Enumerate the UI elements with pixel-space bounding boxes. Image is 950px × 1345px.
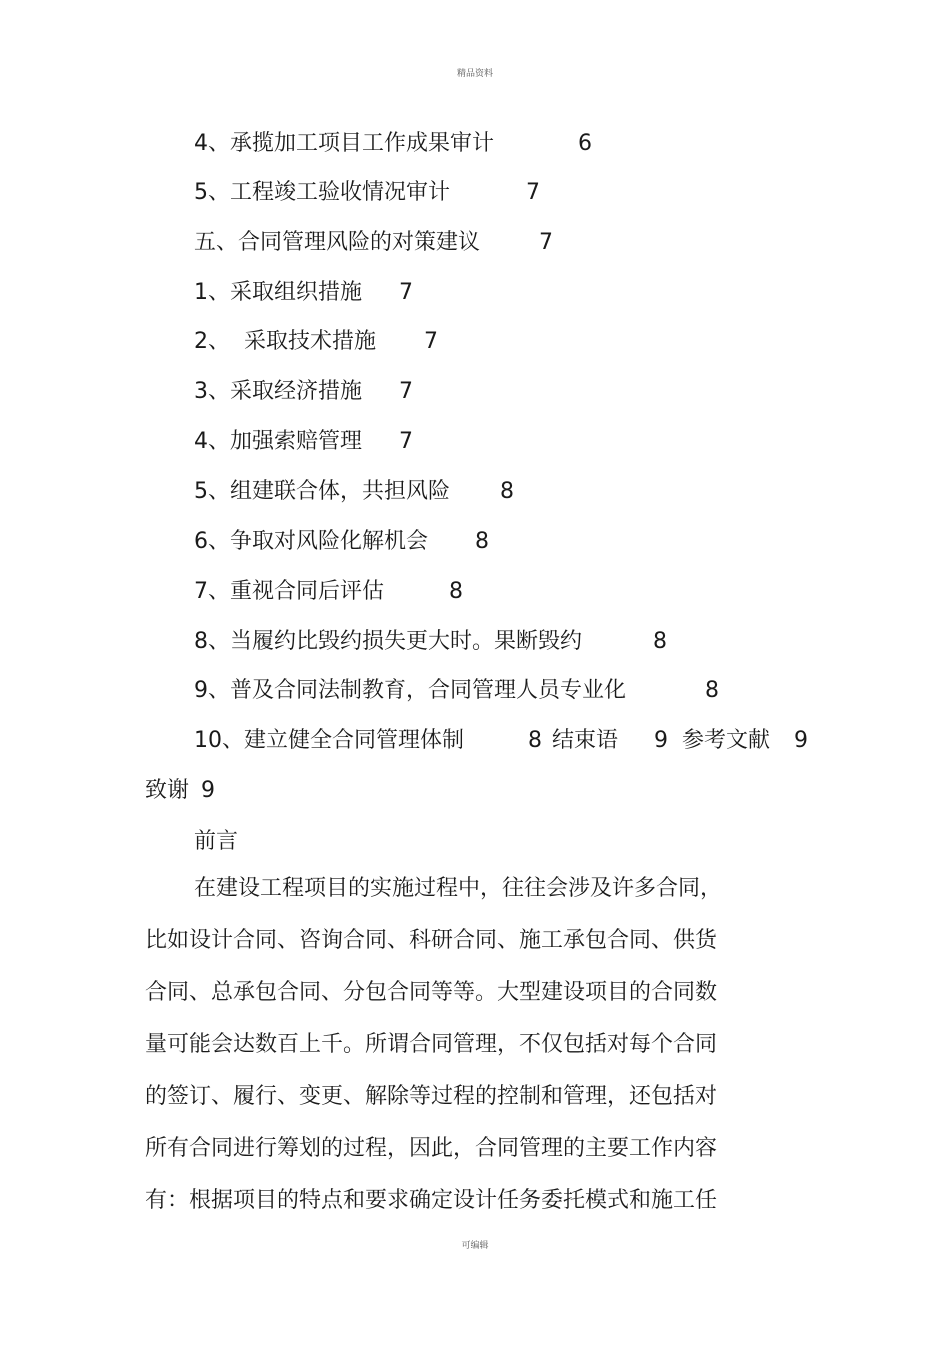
toc-entry-label[interactable]: 参考文献 (682, 728, 771, 753)
paragraph-line: 比如设计合同、咨询合同、科研合同、施工承包合同、供货 (145, 928, 718, 953)
toc-entry-page: 6 (578, 131, 592, 156)
toc-entry-label: 6、争取对风险化解机会 (194, 529, 428, 554)
toc-entry-page: 8 (449, 579, 463, 604)
toc-entry-page: 9 (201, 778, 215, 803)
toc-entry[interactable] (194, 427, 413, 457)
preface-heading: 前言 (194, 829, 239, 854)
toc-entry-label[interactable]: 10、建立健全合同管理体制 (194, 728, 464, 753)
toc-entry-page: 7 (399, 379, 413, 404)
toc-entry-page: 8 (475, 529, 489, 554)
toc-entry-page: 7 (399, 280, 413, 305)
toc-entry[interactable] (194, 228, 553, 258)
toc-entry-page: 9 (794, 728, 808, 753)
toc-entry-label: 9、普及合同法制教育，合同管理人员专业化 (194, 678, 626, 703)
toc-entry[interactable] (145, 776, 215, 806)
toc-entry-label: 4、承揽加工项目工作成果审计 (194, 131, 494, 156)
toc-entry[interactable] (194, 278, 413, 308)
toc-entry[interactable] (194, 327, 438, 357)
toc-entry-label: 2、 采取技术措施 (194, 329, 376, 354)
toc-entry-label: 3、采取经济措施 (194, 379, 362, 404)
toc-entry-label: 4、加强索赔管理 (194, 429, 362, 454)
toc-entry-page: 7 (399, 429, 413, 454)
toc-entry-page: 8 (528, 728, 542, 753)
toc-entry-label: 五、合同管理风险的对策建议 (194, 230, 481, 255)
toc-entry-page: 7 (539, 230, 553, 255)
paragraph-line: 合同、总承包合同、分包合同等等。大型建设项目的合同数 (145, 980, 718, 1005)
toc-entry-page: 8 (653, 629, 667, 654)
toc-entry-label: 7、重视合同后评估 (194, 579, 384, 604)
toc-entry-page: 7 (526, 180, 540, 205)
toc-entry[interactable] (194, 676, 719, 706)
paragraph-line: 有：根据项目的特点和要求确定设计任务委托模式和施工任 (145, 1188, 718, 1213)
toc-entry-label: 5、工程竣工验收情况审计 (194, 180, 450, 205)
toc-entry[interactable] (194, 477, 514, 507)
toc-entry-label: 5、组建联合体，共担风险 (194, 479, 450, 504)
toc-entry-label: 致谢 (145, 778, 190, 803)
toc-entry[interactable] (194, 627, 667, 657)
page-footer: 可编辑 (461, 1241, 489, 1251)
toc-entry-page: 7 (424, 329, 438, 354)
paragraph-line: 在建设工程项目的实施过程中，往往会涉及许多合同， (194, 876, 723, 901)
toc-entry-page: 9 (654, 728, 668, 753)
page-header: 精品资料 (456, 69, 493, 79)
paragraph-line: 的签订、履行、变更、解除等过程的控制和管理，还包括对 (145, 1084, 718, 1109)
toc-entry-page: 8 (500, 479, 514, 504)
toc-entry-label[interactable]: 结束语 (552, 728, 619, 753)
toc-entry[interactable] (194, 178, 540, 208)
paragraph-line: 量可能会达数百上千。所谓合同管理，不仅包括对每个合同 (145, 1032, 718, 1057)
toc-entry[interactable] (194, 577, 463, 607)
toc-entry[interactable] (194, 377, 413, 407)
toc-entry-label: 8、当履约比毁约损失更大时。果断毁约 (194, 629, 582, 654)
paragraph-line: 所有合同进行筹划的过程，因此，合同管理的主要工作内容 (145, 1136, 718, 1161)
toc-entry-label: 1、采取组织措施 (194, 280, 362, 305)
toc-entry[interactable] (194, 129, 592, 159)
toc-entry[interactable] (194, 527, 489, 557)
toc-entry-combined (194, 726, 834, 756)
toc-entry-page: 8 (705, 678, 719, 703)
